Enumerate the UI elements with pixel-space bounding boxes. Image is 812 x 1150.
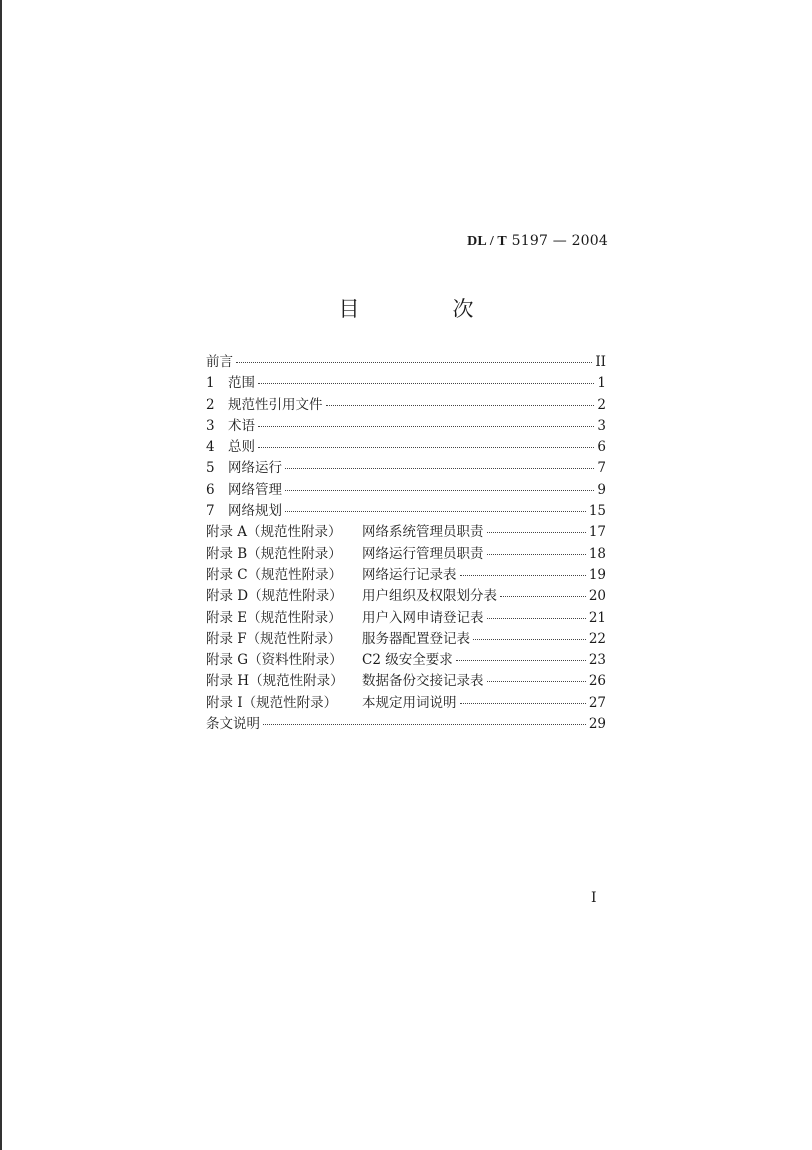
- toc-entry-page: II: [595, 354, 606, 370]
- dot-leader: [456, 659, 586, 661]
- toc-entry-title: 总则: [228, 439, 255, 456]
- toc-entry-text: [206, 435, 255, 455]
- toc-entry-title: 用户组织及权限划分表: [362, 588, 497, 605]
- toc-entry-title: C2 级安全要求: [362, 652, 453, 669]
- toc-entry-text: [206, 669, 484, 689]
- toc-entry-page: 27: [588, 694, 606, 711]
- toc-entry-page: 2: [597, 396, 606, 413]
- toc-entry-text: [206, 563, 457, 583]
- dot-leader: [258, 425, 594, 427]
- toc-entry-page: 29: [588, 716, 606, 733]
- toc-entry-title: 数据备份交接记录表: [362, 673, 484, 690]
- toc-entry-page: 18: [588, 545, 606, 562]
- toc-entry[interactable]: [206, 691, 606, 712]
- toc-entry-label: 7: [206, 503, 215, 520]
- toc-entry-page: 1: [597, 375, 606, 392]
- dot-leader: [473, 638, 586, 640]
- toc-entry-label: 附录 F（规范性附录）: [206, 630, 342, 647]
- toc-title: 目 次: [338, 297, 510, 321]
- toc-entry-page: 21: [588, 609, 606, 626]
- toc-entry[interactable]: [206, 648, 606, 669]
- toc-entry-title: 网络运行管理员职责: [362, 545, 484, 562]
- toc-entry[interactable]: [206, 499, 606, 520]
- toc-entry[interactable]: [206, 456, 606, 477]
- toc-entry-label: 5: [206, 460, 215, 477]
- toc-entry-text: [206, 371, 255, 391]
- dot-leader: [460, 702, 586, 704]
- toc-entry-text: [206, 520, 484, 540]
- toc-entry-title: 服务器配置登记表: [362, 630, 470, 647]
- dot-leader: [487, 680, 586, 682]
- toc-entry-label: 3: [206, 417, 215, 434]
- toc-entry-label: 2: [206, 396, 215, 413]
- toc-entry-text: [206, 712, 260, 732]
- toc-entry[interactable]: [206, 606, 606, 627]
- toc-entry-label: 4: [206, 439, 215, 456]
- toc-entry[interactable]: [206, 542, 606, 563]
- toc-entry-label: 附录 A（规范性附录）: [206, 524, 342, 541]
- toc-entry[interactable]: [206, 563, 606, 584]
- toc-entry-text: [206, 606, 484, 626]
- toc-entry-text: [206, 456, 282, 476]
- toc-entry-title: 网络规划: [228, 503, 282, 520]
- dot-leader: [487, 553, 586, 555]
- dot-leader: [487, 531, 586, 533]
- dot-leader: [487, 617, 586, 619]
- dot-leader: [258, 382, 594, 384]
- toc-entry-text: [206, 478, 282, 498]
- toc-entry-title: 用户入网申请登记表: [362, 609, 484, 626]
- dot-leader: [236, 361, 592, 363]
- toc-entry-page: 3: [597, 417, 606, 434]
- toc-entry-page: 19: [588, 566, 606, 583]
- toc-entry-page: 23: [588, 652, 606, 669]
- standard-number: [467, 233, 608, 250]
- toc-entry[interactable]: [206, 584, 606, 605]
- toc-entry-title: 网络运行: [228, 460, 282, 477]
- toc-entry-title: 本规定用词说明: [362, 694, 457, 711]
- dot-leader: [285, 510, 586, 512]
- toc-entry[interactable]: [206, 371, 606, 392]
- toc-entry-title: 规范性引用文件: [228, 396, 323, 413]
- toc-entry-page: 9: [597, 481, 606, 498]
- dot-leader: [263, 723, 586, 725]
- page-edge-rule: [0, 0, 2, 1150]
- toc-entry-page: 6: [597, 439, 606, 456]
- toc-entry-page: 7: [597, 460, 606, 477]
- toc-entry[interactable]: [206, 712, 606, 733]
- toc-entry[interactable]: [206, 393, 606, 414]
- page-number: I: [591, 890, 597, 906]
- toc-entry-label: 附录 G（资料性附录）: [206, 652, 343, 669]
- toc-entry[interactable]: [206, 520, 606, 541]
- dot-leader: [285, 489, 594, 491]
- toc-entry-page: 26: [588, 673, 606, 690]
- toc-entry-label: 附录 B（规范性附录）: [206, 545, 342, 562]
- dot-leader: [500, 595, 586, 597]
- dot-leader: [460, 574, 586, 576]
- toc-entry-title: 术语: [228, 417, 255, 434]
- toc-entry-text: [206, 648, 453, 668]
- toc-entry-label: 附录 C（规范性附录）: [206, 566, 343, 583]
- toc-entry-label: 附录 D（规范性附录）: [206, 588, 343, 605]
- toc-entry-text: [206, 414, 255, 434]
- toc-entry-label: 附录 I（规范性附录）: [206, 694, 338, 711]
- toc-entry[interactable]: [206, 435, 606, 456]
- standard-year: 5197 — 2004: [511, 233, 608, 249]
- toc-entry-text: [206, 499, 282, 519]
- toc-entry-page: 22: [588, 630, 606, 647]
- toc-entry-page: 20: [588, 588, 606, 605]
- toc-entry-text: [206, 350, 233, 370]
- toc-entry-page: 15: [588, 503, 606, 520]
- toc-entry-text: [206, 691, 457, 711]
- toc-entry[interactable]: [206, 627, 606, 648]
- toc-entry-title: 条文说明: [206, 716, 260, 733]
- dot-leader: [326, 404, 595, 406]
- standard-prefix: DL / T: [467, 234, 507, 249]
- toc-entry-label: 附录 H（规范性附录）: [206, 673, 344, 690]
- dot-leader: [285, 467, 594, 469]
- dot-leader: [258, 446, 594, 448]
- toc-entry-title: 网络系统管理员职责: [362, 524, 484, 541]
- toc-entry-page: 17: [588, 524, 606, 541]
- toc-entry-text: [206, 627, 470, 647]
- table-of-contents: [206, 350, 606, 733]
- toc-entry[interactable]: [206, 414, 606, 435]
- toc-entry-title: 网络运行记录表: [362, 566, 457, 583]
- toc-entry-title: 前言: [206, 354, 233, 370]
- toc-entry-title: 网络管理: [228, 481, 282, 498]
- toc-entry-text: [206, 584, 497, 604]
- toc-entry[interactable]: [206, 350, 606, 371]
- toc-entry-text: [206, 542, 484, 562]
- toc-entry-label: 6: [206, 481, 215, 498]
- toc-entry-label: 附录 E（规范性附录）: [206, 609, 342, 626]
- toc-entry[interactable]: [206, 669, 606, 690]
- toc-entry-title: 范围: [228, 375, 255, 392]
- toc-entry-label: 1: [206, 375, 215, 392]
- toc-entry[interactable]: [206, 478, 606, 499]
- toc-entry-text: [206, 393, 323, 413]
